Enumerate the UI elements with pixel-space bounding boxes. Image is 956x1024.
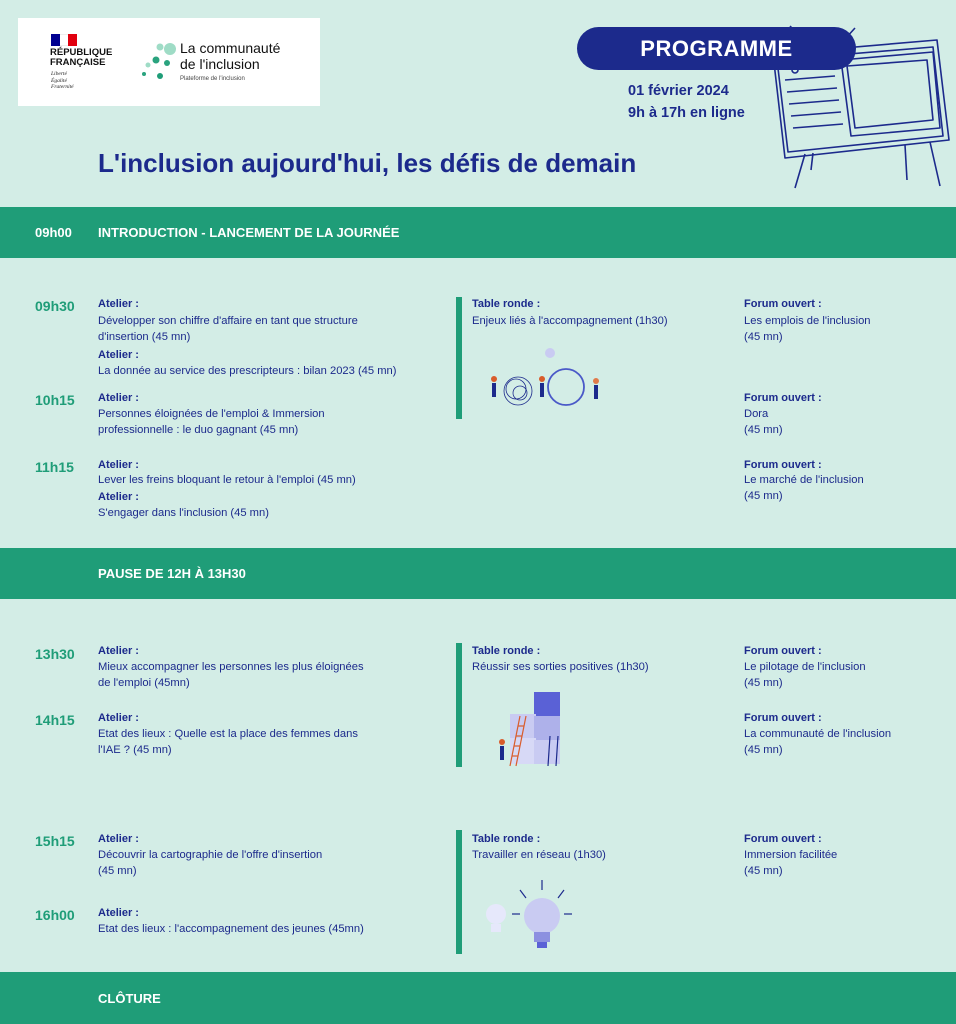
programme-badge: PROGRAMME [577, 27, 856, 70]
time-1415: 14h15 [35, 712, 75, 728]
table-ronde-label: Table ronde : [472, 833, 541, 845]
intro-time: 09h00 [35, 225, 72, 240]
table-ronde-bar [456, 297, 462, 419]
atelier-label: Atelier : [98, 907, 139, 919]
intro-band [0, 207, 956, 258]
atelier-text: Etat des lieux : l'accompagnement des jeunes (45mn) [98, 923, 364, 935]
communaute-subtitle: Plateforme de l'inclusion [180, 76, 245, 82]
table-ronde-text: Enjeux liés à l'accompagnement (1h30) [472, 315, 668, 327]
table-ronde-text: Réussir ses sorties positives (1h30) [472, 661, 649, 673]
forum-text: Dora (45 mn) [744, 408, 783, 436]
atelier-label: Atelier : [98, 491, 139, 503]
time-0930: 09h30 [35, 298, 75, 314]
table-ronde-bar [456, 643, 462, 767]
atelier-text: Découvrir la cartographie de l'offre d'insertion (45 mn) [98, 849, 323, 877]
forum-label: Forum ouvert : [744, 298, 822, 310]
communaute-title: La communauté de l'inclusion [180, 40, 281, 72]
logo-box [18, 18, 320, 106]
atelier-text: La donnée au service des prescripteurs : bilan 2023 (45 mn) [98, 365, 397, 377]
atelier-label: Atelier : [98, 349, 139, 361]
forum-text: La communauté de l'inclusion (45 mn) [744, 728, 892, 756]
marianne-flag-icon [51, 34, 77, 46]
intro-label: INTRODUCTION - LANCEMENT DE LA JOURNÉE [98, 225, 400, 240]
people-untangling-illustration [488, 343, 608, 413]
pause-band [0, 548, 956, 599]
forum-label: Forum ouvert : [744, 645, 822, 657]
forum-text: Le pilotage de l'inclusion (45 mn) [744, 661, 866, 689]
puzzle-ladder-illustration [496, 688, 568, 768]
lightbulb-illustration [480, 876, 580, 956]
atelier-text: Mieux accompagner les personnes les plus éloignées de l'emploi (45mn) [98, 661, 364, 689]
time-1600: 16h00 [35, 907, 75, 923]
table-ronde-bar [456, 830, 462, 954]
forum-label: Forum ouvert : [744, 833, 822, 845]
atelier-label: Atelier : [98, 645, 139, 657]
forum-text: Immersion facilitée (45 mn) [744, 849, 838, 877]
cloture-label: CLÔTURE [98, 990, 161, 1006]
forum-label: Forum ouvert : [744, 712, 822, 724]
table-ronde-text: Travailler en réseau (1h30) [472, 849, 606, 861]
event-date: 01 février 2024 9h à 17h en ligne [628, 83, 745, 121]
atelier-text: Etat des lieux : Quelle est la place des femmes dans l'IAE ? (45 mn) [98, 728, 358, 756]
republique-francaise-logo: RÉPUBLIQUE FRANÇAISE [50, 47, 113, 68]
time-1115: 11h15 [35, 459, 74, 475]
republique-motto: Liberté Égalité Fraternité [51, 71, 74, 90]
pause-label: PAUSE DE 12H À 13H30 [98, 566, 246, 581]
forum-text: Les emplois de l'inclusion (45 mn) [744, 315, 871, 343]
atelier-label: Atelier : [98, 459, 139, 471]
time-1015: 10h15 [35, 392, 75, 408]
atelier-text: Développer son chiffre d'affaire en tant que structure d'insertion (45 mn) [98, 315, 358, 343]
atelier-label: Atelier : [98, 712, 139, 724]
atelier-label: Atelier : [98, 298, 139, 310]
forum-label: Forum ouvert : [744, 392, 822, 404]
table-ronde-label: Table ronde : [472, 298, 541, 310]
atelier-label: Atelier : [98, 392, 139, 404]
time-1515: 15h15 [35, 833, 75, 849]
time-1330: 13h30 [35, 646, 75, 662]
table-ronde-label: Table ronde : [472, 645, 541, 657]
cloture-band [0, 972, 956, 1024]
atelier-text: Personnes éloignées de l'emploi & Immersion professionnelle : le duo gagnant (45 mn) [98, 408, 325, 436]
atelier-label: Atelier : [98, 833, 139, 845]
atelier-text: S'engager dans l'inclusion (45 mn) [98, 507, 269, 519]
atelier-text: Lever les freins bloquant le retour à l'emploi (45 mn) [98, 474, 356, 486]
forum-text: Le marché de l'inclusion (45 mn) [744, 474, 864, 502]
forum-label: Forum ouvert : [744, 459, 822, 471]
communaute-dots-icon [134, 40, 180, 86]
page-title: L'inclusion aujourd'hui, les défis de demain [98, 148, 637, 178]
